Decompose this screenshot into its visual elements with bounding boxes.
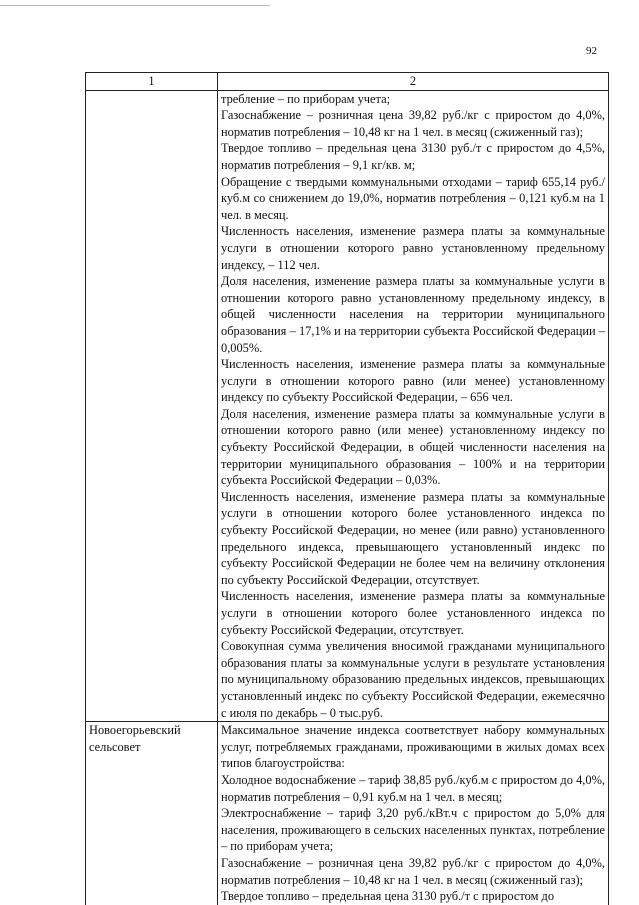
paragraph: Численность населения, изменение размера платы за коммунальные услуги в отношении которого равно установленному предельному индексу, – 112 чел.: [221, 224, 605, 272]
paragraph: Твердое топливо – предельная цена 3130 руб./т с приростом до 4,5%, норматив потребления – 9,1 кг/кв. м;: [221, 141, 605, 172]
paragraph: Численность населения, изменение размера платы за коммунальные услуги в отношении которого более установленного индекса по субъекту Российской Федерации, но менее (или равно) установленного предельного индекса, превышающего установленный индекс по субъекту Российской Федерации не более чем на величину отклонения по субъекту Российской Федерации, отсутствует.: [221, 489, 605, 587]
column-header-1: 1: [86, 73, 218, 91]
paragraph: Доля населения, изменение размера платы за коммунальные услуги в отношении которого равно (или менее) установленному индексу по субъекту Российской Федерации, в общей численности населения на территории муниципального образования – 100% и на территории субъекта Российской Федерации – 0,03%.: [221, 406, 605, 488]
index-table: [85, 72, 609, 905]
paragraph: Совокупная сумма увеличения вносимой гражданами муниципального образования платы за коммунальные услуги в результате установления по муниципальному образованию предельных индексов, превышающих установленный индекс по субъекту Российской Федерации, ежемесячно с июля по декабрь – 0 тыс.руб.: [221, 639, 605, 720]
paragraph: Максимальное значение индекса соответствует набору коммунальных услуг, потребляемых гражданами, проживающими в жилых домах всех типов благоустройства:: [221, 723, 605, 771]
page-number: 92: [586, 45, 597, 57]
paragraph: Доля населения, изменение размера платы за коммунальные услуги в отношении которого равно установленному предельному индексу, в общей численности населения на территории муниципального образования – 17,1% и на территории субъекта Российской Федерации – 0,005%.: [221, 274, 605, 355]
scan-edge-line: [0, 5, 270, 6]
paragraph: Электроснабжение – тариф 3,20 руб./кВт.ч с приростом до 5,0% для населения, проживающего в сельских населенных пунктах, потребление – по приборам учета;: [221, 806, 605, 854]
paragraph: Газоснабжение – розничная цена 39,82 руб./кг с приростом до 4,0%, норматив потребления – 10,48 кг на 1 чел. в месяц (сжиженный газ);: [221, 855, 605, 887]
paragraph: Газоснабжение – розничная цена 39,82 руб./кг с приростом до 4,0%, норматив потребления – 10,48 кг на 1 чел. в месяц (сжиженный газ);: [221, 108, 605, 139]
municipality-name: Новоегорьевский сельсовет: [86, 722, 218, 905]
paragraph: требление – по приборам учета;: [221, 91, 391, 106]
indicators-cell: [218, 722, 609, 905]
paragraph: Твердое топливо – предельная цена 3130 руб./т с приростом до: [221, 889, 555, 904]
paragraph: Обращение с твердыми коммунальными отходами – тариф 655,14 руб./куб.м со снижением до 19,0%, норматив потребления – 0,121 куб.м на 1 чел. в месяц.: [221, 174, 605, 222]
table-row: [86, 722, 609, 905]
table-header-row: [86, 73, 609, 91]
paragraph: Численность населения, изменение размера платы за коммунальные услуги в отношении которого равно (или менее) установленному индексу по субъекту Российской Федерации, – 656 чел.: [221, 357, 605, 405]
paragraph: Холодное водоснабжение – тариф 38,85 руб./куб.м с приростом до 4,0%, норматив потребления – 0,91 куб.м на 1 чел. в месяц;: [221, 772, 605, 804]
municipality-name: [86, 90, 218, 722]
table-row: [86, 90, 609, 722]
paragraph: Численность населения, изменение размера платы за коммунальные услуги в отношении которого более установленного индекса по субъекту Российской Федерации, отсутствует.: [221, 589, 605, 637]
column-header-2: 2: [218, 73, 609, 91]
indicators-cell: [218, 90, 609, 722]
